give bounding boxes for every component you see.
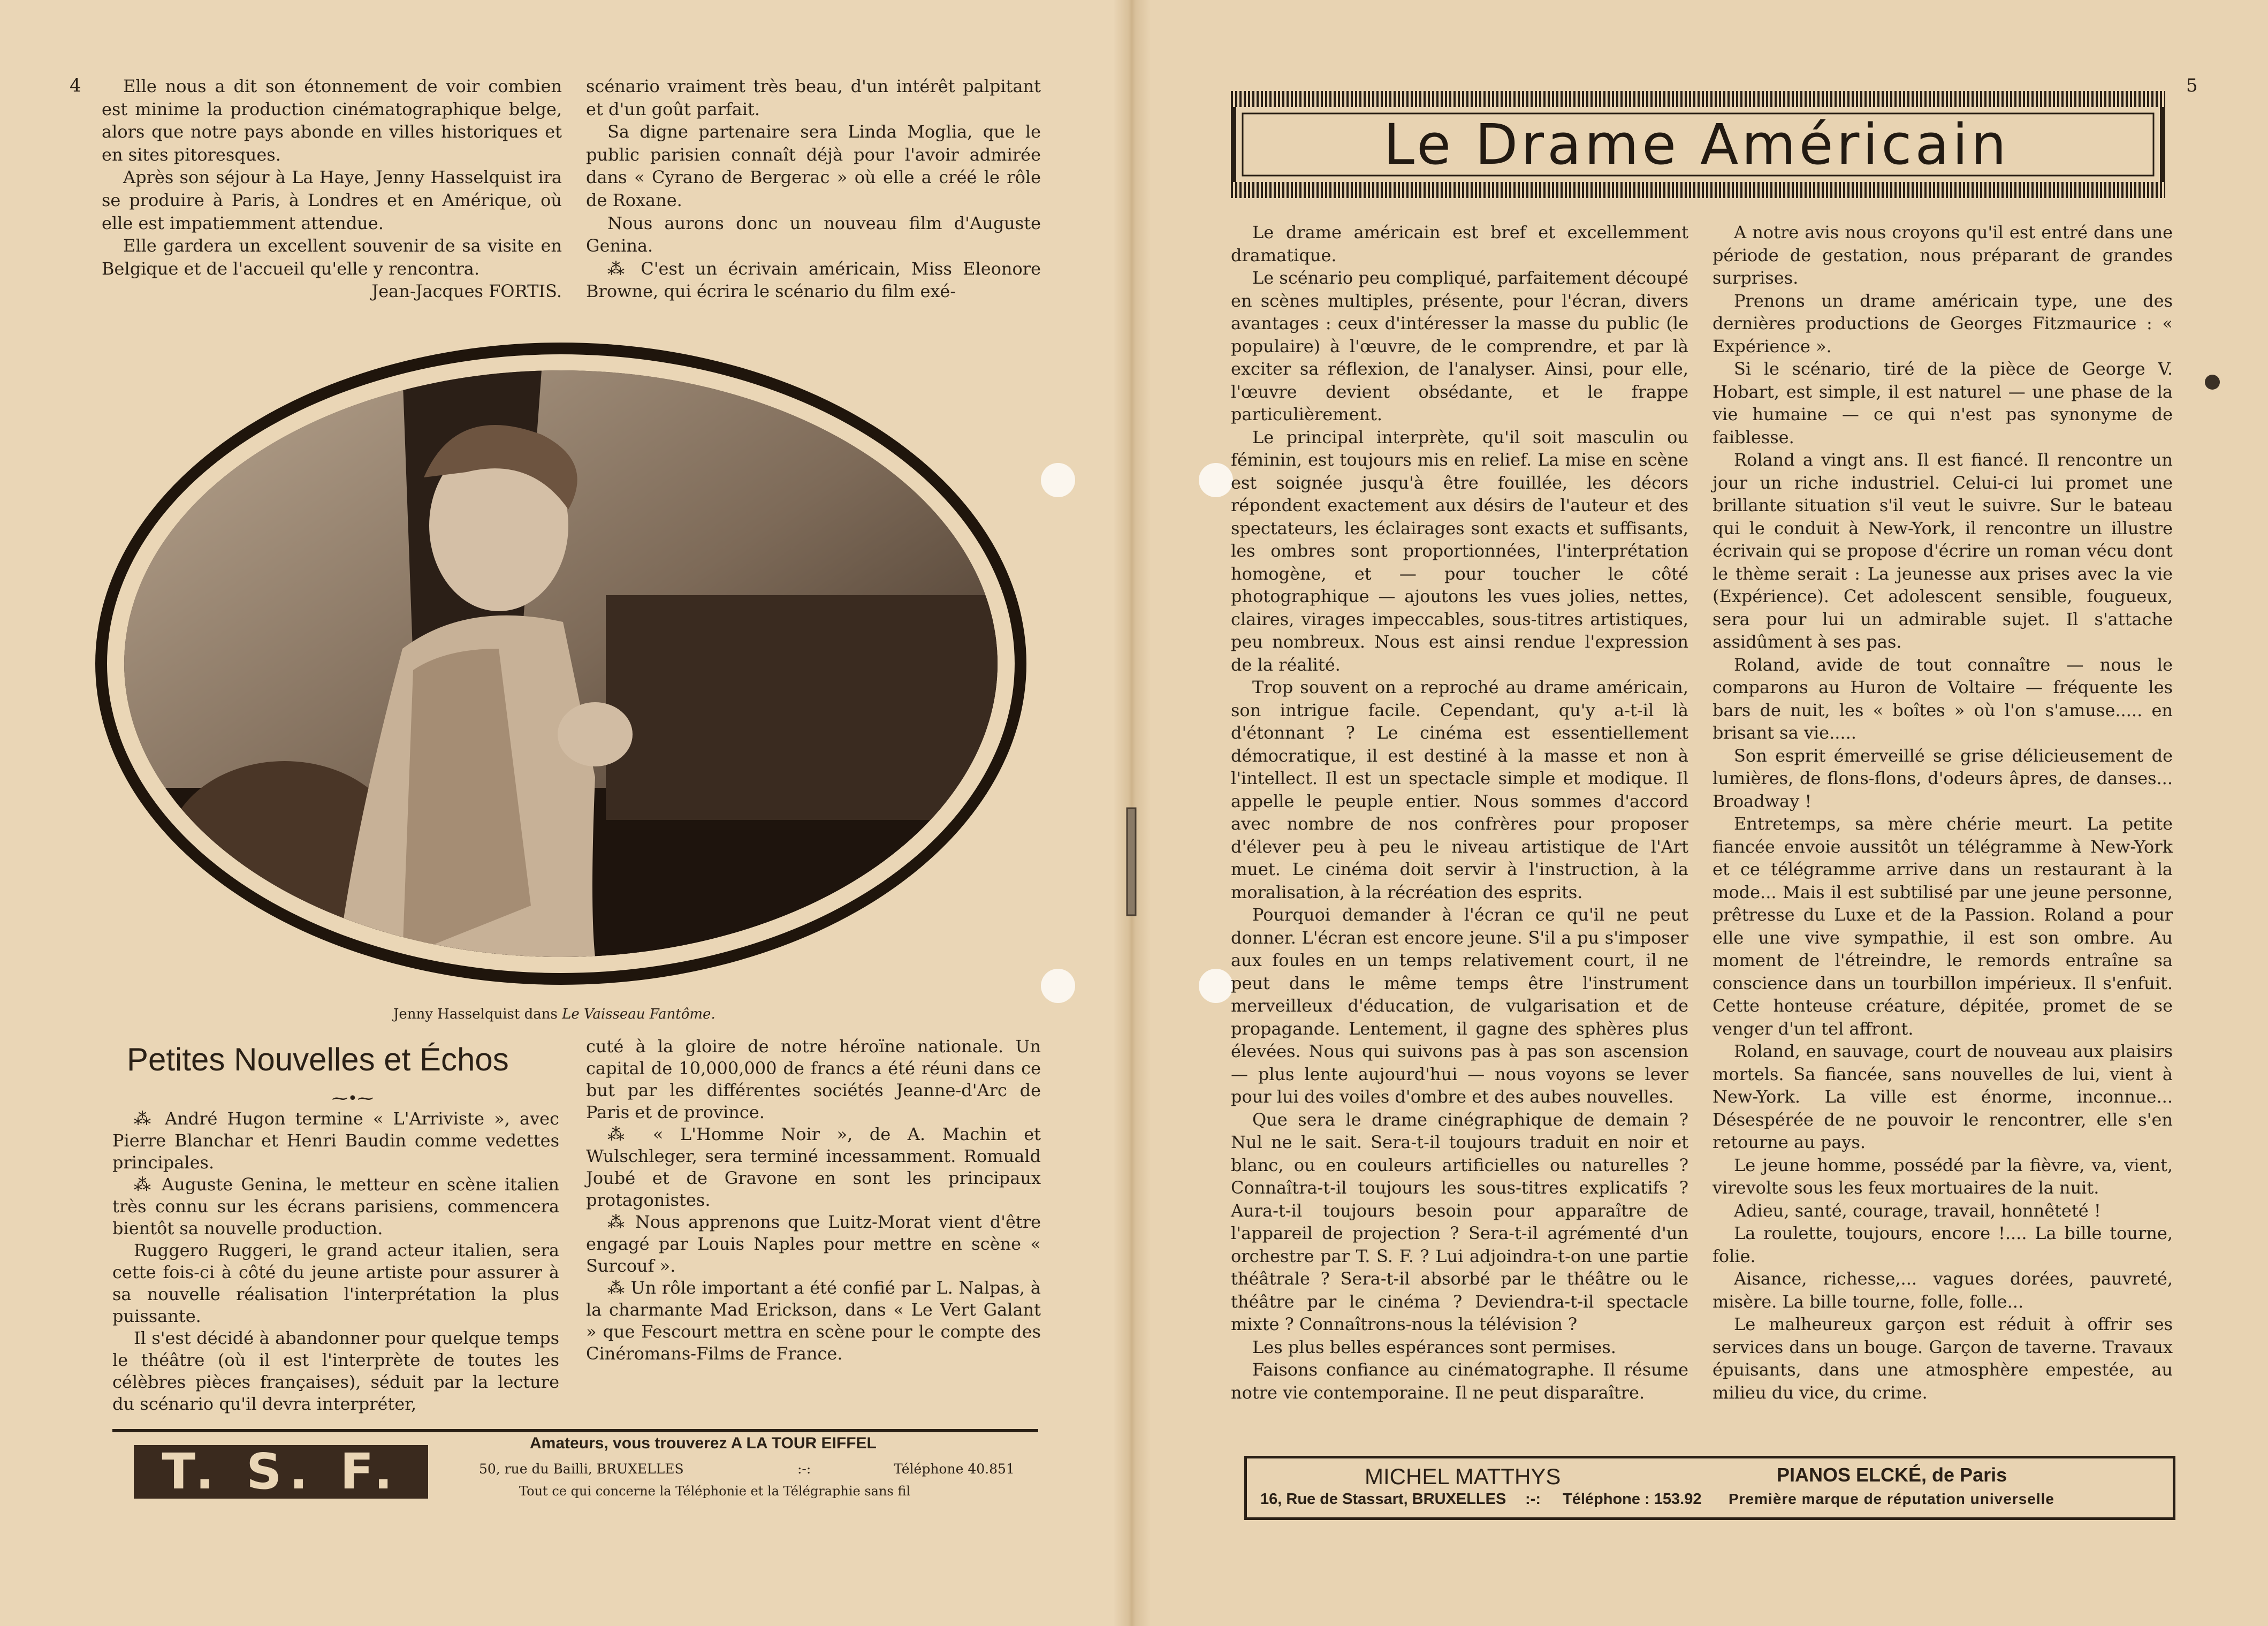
article-column-1 — [102, 75, 562, 303]
ad-address: 50, rue du Bailli, BRUXELLES — [479, 1461, 684, 1477]
spine-gutter — [1113, 0, 1151, 1626]
paragraph: Entretemps, sa mère chérie meurt. La petite fiancée envoie aussitôt un télégramme à New-York et ce télégramme arrive dans un restaurant à la mode... Mais il est subtilisé par une jeune personne, prêtresse du Luxe et de la Passion. Roland a pour elle une vive sympathie, il est son ombre. Au moment de l'étreindre, le remords entraîne sa conscience dans un tourbillon impérieux. Il s'enfuit. Cette honteuse créature, dépitée, promet de se venger d'un tel affront. — [1713, 814, 2173, 1039]
ad-separator: :-: — [1525, 1491, 1541, 1508]
paragraph: Le malheureux garçon est réduit à offrir ses services dans un bouge. Garçon de taverne. Travaux épuisants, dans une atmosphère empestée, au milieu du vice, du crime. — [1713, 1314, 2173, 1403]
paragraph: Roland, avide de tout connaître — nous le comparons au Huron de Voltaire — fréquente les bars de nuit, les « boîtes » où l'on s'amuse..... en brisant sa vie..... — [1713, 654, 2173, 743]
ad-phone: Téléphone : 153.92 — [1563, 1491, 1702, 1508]
ad-headline: Amateurs, vous trouverez A LA TOUR EIFFEL — [530, 1434, 877, 1452]
paragraph: Adieu, santé, courage, travail, honnêteté ! — [1734, 1200, 2101, 1221]
tsf-logo: T. S. F. — [134, 1445, 428, 1499]
caption-film-title: Le Vaisseau Fantôme. — [562, 1006, 716, 1022]
ad-note: Tout ce qui concerne la Téléphonie et la Télégraphie sans fil — [519, 1484, 911, 1499]
article-column-2 — [586, 75, 1041, 303]
paragraph: Elle gardera un excellent souvenir de sa visite en Belgique et de l'accueil qu'elle y rencontra. — [102, 235, 562, 279]
paragraph: scénario vraiment très beau, d'un intérêt palpitant et d'un goût parfait. — [586, 76, 1041, 119]
page-number: 4 — [70, 75, 81, 96]
news-item: ⁂ Nous apprenons que Luitz-Morat vient d'être engagé par Louis Naples pour mettre en scène « Surcouf ». — [586, 1212, 1041, 1276]
punch-hole — [1041, 463, 1075, 497]
paragraph: Le drame américain est bref et excellemment dramatique. — [1231, 222, 1688, 265]
news-column-1 — [112, 1108, 559, 1415]
paragraph: Roland a vingt ans. Il est fiancé. Il rencontre un jour un riche industriel. Celui-ci lui promet une brillante situation s'il veut le suivre. Sur le bateau qui le conduit à New-York, il rencontre un illustre écrivain qui se propose d'écrire un roman vécu dont le thème serait : La jeunesse aux prises avec la vie (Expérience). Cet adolescent sensible, fougueux, sera pour lui un admirable sujet. Il s'attache assidûment à ses pas. — [1713, 450, 2173, 652]
news-item: ⁂ André Hugon termine « L'Arriviste », avec Pierre Blanchar et Henri Baudin comme vedettes principales. — [112, 1108, 559, 1173]
news-item: Il s'est décidé à abandonner pour quelque temps le théâtre (où il est l'interprète de toutes les célèbres pièces françaises), séduit par la lecture du scénario qu'il devra interpréter, — [112, 1328, 559, 1414]
paragraph: Faisons confiance au cinématographe. Il résume notre vie contemporaine. Il ne peut disparaître. — [1231, 1359, 1688, 1403]
caption-text: Jenny Hasselquist dans — [393, 1006, 558, 1022]
paragraph: Sa digne partenaire sera Linda Moglia, que le public parisien connaît déjà pour l'avoir admirée dans « Cyrano de Bergerac » où elle a créé le rôle de Roxane. — [586, 121, 1041, 210]
ornament: ⁓•⁓ — [332, 1089, 374, 1108]
page-title: Le Drame Américain — [1383, 112, 2010, 177]
paragraph: Les plus belles espérances sont permises. — [1252, 1336, 1616, 1357]
paragraph: Si le scénario, tiré de la pièce de George V. Hobart, est simple, il est naturel — une phase de la vie humaine — ce qui n'est pas synonyme de faiblesse. — [1713, 359, 2173, 447]
ad-name: MICHEL MATTHYS — [1365, 1464, 1561, 1489]
page-number: 5 — [2186, 75, 2198, 96]
paragraph: Le jeune homme, possédé par la fièvre, va, vient, virevolte sous les feux mortuaires de la nuit. — [1713, 1154, 2173, 1198]
signature: Jean-Jacques FORTIS. — [371, 281, 562, 302]
paragraph: Trop souvent on a reproché au drame américain, son intrigue facile. Cependant, qu'y a-t-il là d'étonnant ? Le cinéma est essentiellement démocratique, il est destiné à la masse et non à l'intellect. Il est un spectacle simple et modique. Il appelle le peuple entier. Nous sommes d'accord avec nombre de nos confrères pour proposer d'élever peu à peu le niveau artistique de l'Art muet. Le cinéma doit servir à l'instruction, à la moralisation, à la récréation des esprits. — [1231, 677, 1688, 902]
paragraph: Après son séjour à La Haye, Jenny Hasselquist ira se produire à Paris, à Londres et en Amérique, où elle est impatiemment attendue. — [102, 167, 562, 233]
drame-column-2 — [1713, 221, 2173, 1404]
ink-dot — [2205, 375, 2220, 390]
punch-hole — [1041, 969, 1075, 1003]
paragraph: Elle nous a dit son étonnement de voir combien est minime la production cinématographique belge, alors que notre pays abonde en villes historiques et en sites pitoresques. — [102, 76, 562, 165]
news-item: ⁂ « L'Homme Noir », de A. Machin et Wulschleger, sera terminé incessamment. Romuald Joubé et de Gravone en sont les principaux protagonistes. — [586, 1124, 1041, 1210]
ad-address: 16, Rue de Stassart, BRUXELLES — [1260, 1491, 1506, 1508]
paragraph: Le scénario peu compliqué, parfaitement découpé en scènes multiples, présente, pour l'écran, divers avantages : ceux d'intéresser la masse du public (le populaire) à l'œuvre, de le comprendre, et par là exciter sa réflexion, de l'analyser. Ainsi, pour elle, l'œuvre devient obsédante, et le frappe particulièrement. — [1231, 268, 1688, 424]
ad-top-rule — [112, 1429, 1038, 1432]
punch-hole — [1199, 463, 1233, 497]
paragraph: Pourquoi demander à l'écran ce qu'il ne peut donner. L'écran est encore jeune. S'il a pu s'imposer aux foules en un temps relativement court, il ne peut dans le même temps être l'instrument merveilleux d'éducation, de vulgarisation et de propagande. Lentement, il gagne des sphères plus élevées. Nous qui suivons pas à pas son ascension — plus lente aujourd'hui — nous voyons se lever pour lui des voiles d'ombre et des aubes nouvelles. — [1231, 905, 1688, 1107]
paragraph: ⁂ C'est un écrivain américain, Miss Eleonore Browne, qui écrira le scénario du film exé- — [586, 258, 1041, 302]
ad-separator: :-: — [797, 1461, 811, 1477]
news-item: ⁂ Auguste Genina, le metteur en scène italien très connu sur les écrans parisiens, commencera bientôt sa nouvelle production. — [112, 1174, 559, 1239]
paragraph: Prenons un drame américain type, une des dernières productions de Georges Fitzmaurice : « Expérience ». — [1713, 290, 2173, 356]
ad-tagline: Première marque de réputation universelle — [1729, 1491, 2054, 1507]
news-column-2 — [586, 1036, 1041, 1365]
ad-brand: PIANOS ELCKÉ, de Paris — [1777, 1464, 2007, 1486]
drame-column-1 — [1231, 221, 1688, 1404]
ad-phone: Téléphone 40.851 — [894, 1461, 1015, 1477]
paragraph: Roland, en sauvage, court de nouveau aux plaisirs mortels. Sa fiancée, sans nouvelles de lui, vient à New-York. La ville est énorme, inconnue... Désespérée de ne pouvoir le rencontrer, elle s'en retourne au pays. — [1713, 1041, 2173, 1152]
portrait-photo — [124, 370, 998, 957]
section-title: Petites Nouvelles et Échos — [127, 1042, 509, 1077]
news-item: ⁂ Un rôle important a été confié par L. Nalpas, à la charmante Mad Erickson, dans « Le Vert Galant » que Fescourt mettra en scène pour le compte des Cinéromans-Films de France. — [586, 1278, 1041, 1364]
news-item: Ruggero Ruggeri, le grand acteur italien, sera cette fois-ci à côté du jeune artiste pour assurer à sa nouvelle réalisation l'interprétation la plus puissante. — [112, 1240, 559, 1326]
paragraph: Aisance, richesse,... vagues dorées, pauvreté, misère. La bille tourne, folle, folle... — [1713, 1268, 2173, 1312]
paragraph: A notre avis nous croyons qu'il est entré dans une période de gestation, nous préparant de grandes surprises. — [1713, 222, 2173, 288]
paragraph: Le principal interprète, qu'il soit masculin ou féminin, est toujours mis en relief. La mise en scène est soignée jusqu'à être fouillée, les décors répondent exactement aux désirs de l'auteur et des spectateurs, les éclairages sont exacts et suffisants, les ombres sont proportionnées, l'interprétation homogène, et — pour toucher le côté photographique — ajoutons les vues jolies, nettes, claires, virages impeccables, sous-titres artistiques, peu nombreux. Nous est ainsi rendue l'expression de la réalité. — [1231, 427, 1688, 675]
paragraph: Son esprit émerveillé se grise délicieusement de lumières, de flons-flons, d'odeurs âpres, de danses... Broadway ! — [1713, 745, 2173, 811]
photo-caption — [393, 1006, 716, 1022]
punch-hole — [1199, 969, 1233, 1003]
paragraph: Que sera le drame cinégraphique de demain ? Nul ne le sait. Sera-t-il toujours traduit en noir et blanc, ou en couleurs artificielles ou naturelles ? Connaîtra-t-il toujours les sous-titres explicatifs ? Aura-t-il toujours besoin pour apparaître de l'appareil de projection ? Sera-t-il agrémenté d'un orchestre par T. S. F. ? Lui adjoindra-t-on une partie théâtrale ? Sera-t-il absorbé par le théâtre ou le théâtre par le cinéma ? Deviendra-t-il spectacle mixte ? Connaîtrons-nous la télévision ? — [1231, 1109, 1688, 1334]
news-item: cuté à la gloire de notre héroïne nationale. Un capital de 10,000,000 de francs a été réuni dans ce but par les différentes sociétés Jeanne-d'Arc de Paris et de province. — [586, 1036, 1041, 1122]
paragraph: La roulette, toujours, encore !.... La bille tourne, folie. — [1713, 1223, 2173, 1266]
paragraph: Nous aurons donc un nouveau film d'Auguste Genina. — [586, 212, 1041, 256]
